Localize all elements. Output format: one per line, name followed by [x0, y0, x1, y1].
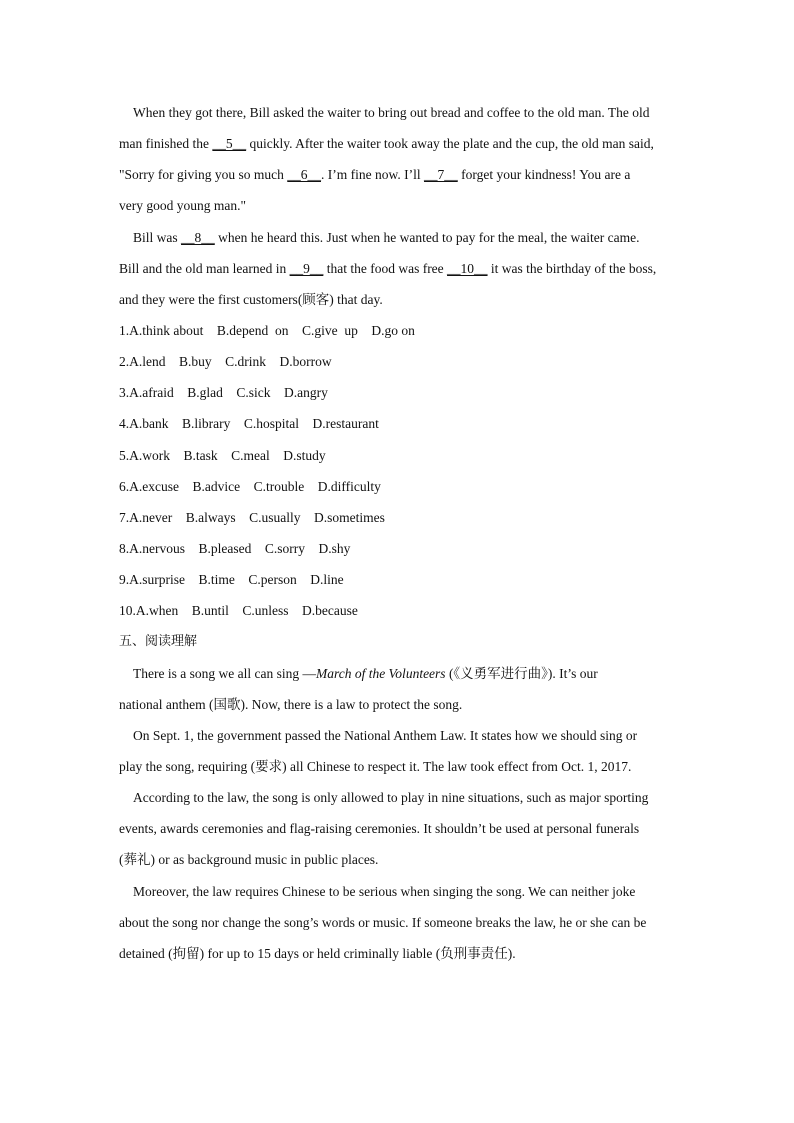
text: (葬礼) or as background music in public places. [119, 852, 379, 868]
passage2-p2-line1 [119, 720, 684, 751]
option-row-4: 4.A.bank B.library C.hospital D.restaurant [119, 416, 379, 432]
passage2-p4-line3 [119, 938, 684, 969]
text: According to the law, the song is only allowed to play in nine situations, such as major sporting [133, 790, 649, 806]
option-row-8: 8.A.nervous B.pleased C.sorry D.shy [119, 540, 351, 556]
text: man finished the [119, 136, 213, 152]
text: events, awards ceremonies and flag-raising ceremonies. It shouldn’t be used at personal funerals [119, 821, 640, 837]
passage2-p4-line2 [119, 907, 684, 938]
section-heading: 五、阅读理解 [119, 634, 198, 650]
song-title: March of the Volunteers [315, 665, 446, 681]
passage1-p1-line4 [119, 190, 684, 221]
option-row-5: 5.A.work B.task C.meal D.study [119, 447, 326, 463]
text: When they got there, Bill asked the waiter to bring out bread and coffee to the old man. The old [133, 105, 650, 120]
blank-6: __6__ [287, 167, 321, 183]
option-row-6: 6.A.excuse B.advice C.trouble D.difficulty [119, 478, 381, 494]
blank-9: __9__ [289, 260, 324, 276]
text: quickly. After the waiter took away the plate and the cup, the old man said, [246, 136, 654, 152]
document-body [119, 97, 684, 969]
passage2-p1-line2 [119, 689, 684, 720]
text: very good young man." [119, 198, 246, 214]
passage1-p1-line2 [119, 128, 684, 159]
text: it was the birthday of the boss, [487, 260, 657, 276]
blank-8: __8__ [181, 229, 215, 245]
text: when he heard this. Just when he wanted to pay for the meal, the waiter came. [214, 229, 640, 245]
passage2-p2-line2 [119, 751, 684, 782]
text: forget your kindness! You are a [457, 167, 631, 183]
passage1-p2-line2 [119, 253, 684, 284]
option-row-2: 2.A.lend B.buy C.drink D.borrow [119, 354, 332, 370]
passage2-p3-line3 [119, 844, 684, 875]
passage2-p1-line1 [119, 658, 684, 689]
text: that the food was free [323, 260, 448, 276]
text: Bill was [133, 229, 182, 245]
text: There is a song we all can sing — [133, 665, 316, 681]
passage1-p2-line1 [119, 222, 684, 253]
passage2-p3-line2 [119, 813, 684, 844]
passage1-p2-line3 [119, 284, 684, 315]
passage2-p3-line1 [119, 782, 684, 813]
text: about the song nor change the song’s words or music. If someone breaks the law, he or she can be [119, 914, 647, 930]
passage1-p1-line3 [119, 159, 684, 190]
text: Moreover, the law requires Chinese to be serious when singing the song. We can neither joke [133, 883, 636, 899]
blank-7: __7__ [423, 167, 458, 183]
blank-10: __10__ [447, 260, 488, 276]
passage2-p4-line1 [119, 876, 684, 907]
option-row-1: 1.A.think about B.depend on C.give up D.go on [119, 322, 415, 338]
text: Bill and the old man learned in [119, 260, 290, 276]
passage1-p1-line1 [119, 97, 684, 128]
text: and they were the first customers(顾客) that day. [119, 291, 383, 307]
option-row-7: 7.A.never B.always C.usually D.sometimes [119, 509, 385, 525]
text: play the song, requiring (要求) all Chinese to respect it. The law took effect from Oct. 1, 2017. [119, 758, 632, 774]
blank-5: __5__ [212, 136, 247, 152]
text: (《义勇军进行曲》). It’s our [445, 665, 598, 681]
text: On Sept. 1, the government passed the National Anthem Law. It states how we should sing or [133, 727, 638, 743]
text: . I’m fine now. I’ll [321, 167, 424, 183]
option-row-10: 10.A.when B.until C.unless D.because [119, 603, 358, 619]
text: national anthem (国歌). Now, there is a law to protect the song. [119, 696, 463, 712]
text: detained (拘留) for up to 15 days or held criminally liable (负刑事责任). [119, 945, 516, 961]
text: "Sorry for giving you so much [119, 167, 288, 183]
option-row-3: 3.A.afraid B.glad C.sick D.angry [119, 385, 328, 401]
option-row-9: 9.A.surprise B.time C.person D.line [119, 572, 344, 588]
